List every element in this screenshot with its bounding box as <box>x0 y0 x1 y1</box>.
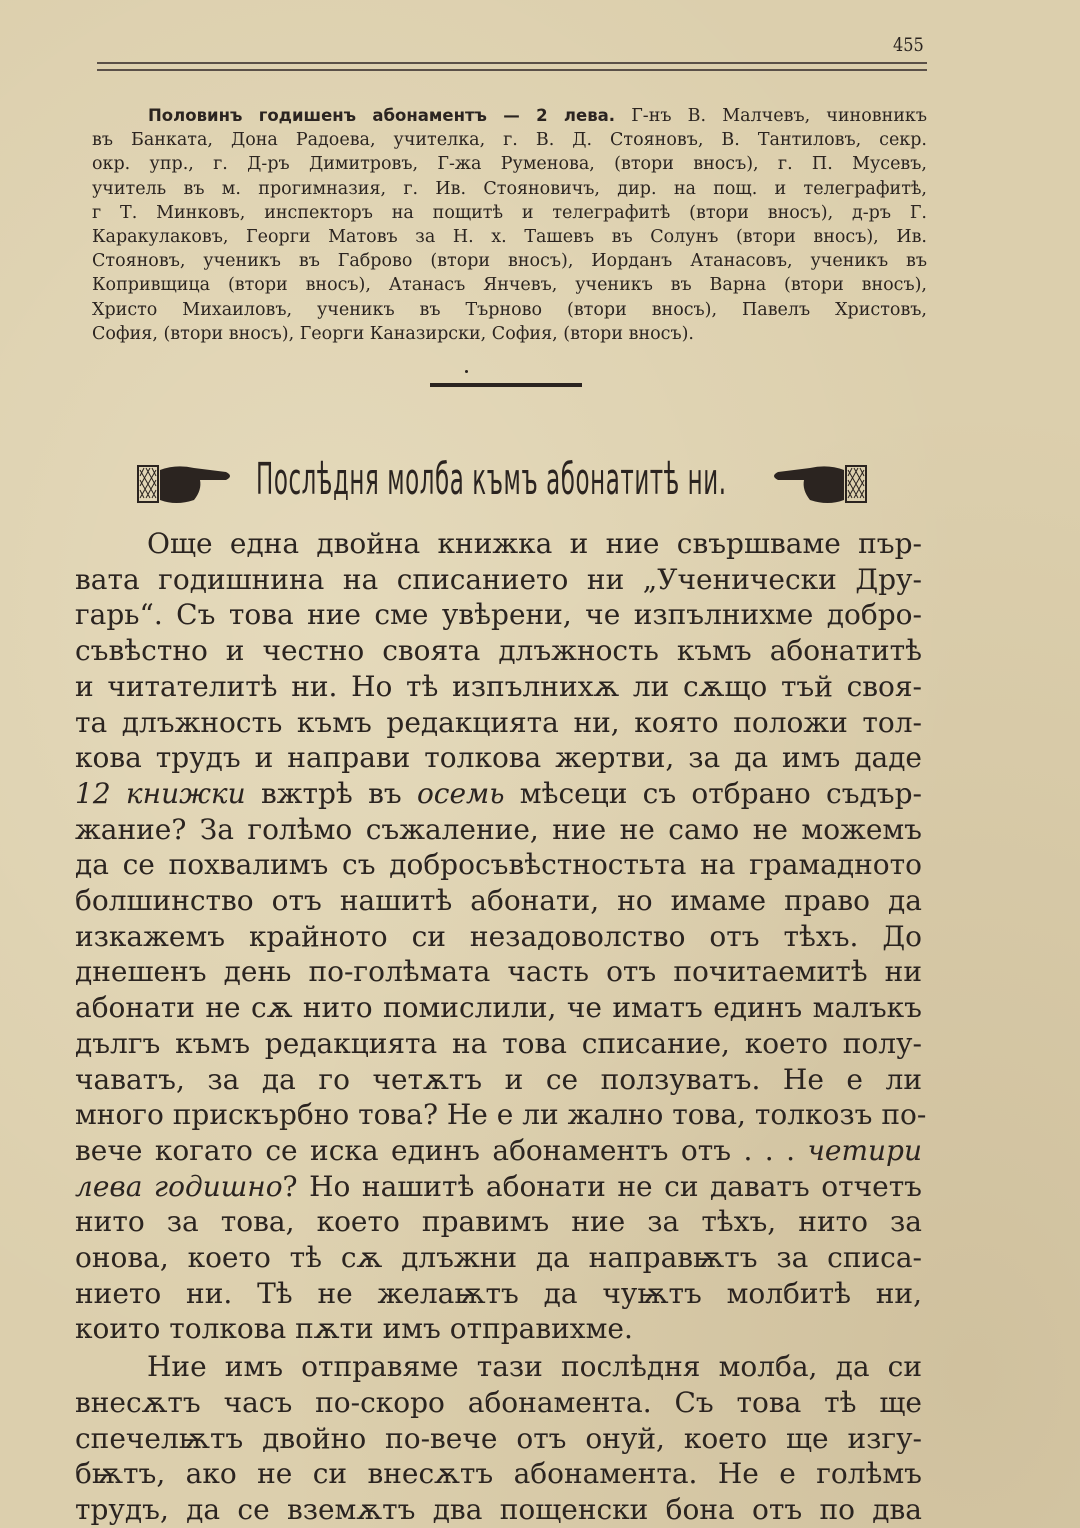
text-segment: нието ни. Тѣ не желаѭтъ да чуѭтъ молбитѣ ни, <box>75 1276 922 1310</box>
body-text-line <box>75 776 922 812</box>
section-separator <box>430 383 582 387</box>
pointing-hand-left-icon <box>768 460 868 508</box>
article-body <box>75 526 927 1528</box>
body-text-line <box>75 669 922 705</box>
body-text-line <box>75 1097 927 1133</box>
italic-text: лева годишно <box>75 1169 283 1203</box>
body-text-line <box>75 1240 922 1276</box>
pointing-hand-right-icon <box>136 460 236 508</box>
text-segment: онова, което тѣ сѫ длъжни да направѭтъ за списа- <box>75 1241 922 1275</box>
text-segment: трудъ, да се вземѫтъ два пощенски бона отъ по два <box>75 1492 922 1526</box>
subscriber-list-line: г Т. Минковъ, инспекторъ на пощитѣ и телеграфитѣ (втори вносъ), д-ръ Г. <box>92 202 927 223</box>
body-text-line <box>75 1456 922 1492</box>
text-segment: Още една двойна книжка и ние свършваме пър- <box>147 527 922 560</box>
text-segment: съвѣстно и честно своята длъжность къмъ абонатитѣ <box>75 634 922 668</box>
body-text-line <box>75 705 922 741</box>
text-segment: вече когато се иска единъ абонаментъ отъ . . . <box>75 1133 808 1167</box>
text-segment: кова трудъ и направи толкова жертви, за да имъ даде <box>75 741 922 775</box>
subscriber-list-line: София, (втори вносъ), Георги Каназирски, София, (втори вносъ). <box>92 323 694 344</box>
body-text-line <box>75 1276 922 1312</box>
body-text-line <box>75 1169 922 1205</box>
body-text-line <box>75 1204 922 1240</box>
body-text-line <box>75 1349 922 1385</box>
text-segment: вжтрѣ въ <box>245 776 417 810</box>
subscriber-list-line: Каракулаковъ, Георги Матовъ за Н. х. Ташевъ въ Солунъ (втори вносъ), Ив. <box>92 227 927 248</box>
text-segment: изкажемъ крайното си незадоволство отъ тѣхъ. До <box>75 919 922 953</box>
italic-text: осемь <box>416 776 505 810</box>
subscriber-list-line: Копривщица (втори вносъ), Атанасъ Янчевъ, ученикъ въ Варна (втори вносъ), <box>92 275 927 296</box>
body-text-line <box>75 847 922 883</box>
text-segment: спечелѭтъ двойно по-вече отъ онуй, което ще изгу- <box>75 1421 922 1455</box>
text-segment: та длъжность къмъ редакцията ни, която положи тол- <box>75 705 922 739</box>
body-text-line <box>75 526 922 562</box>
body-text-line <box>75 1421 922 1457</box>
subscriber-list-line <box>92 104 927 128</box>
text-segment: внесѫтъ часъ по-скоро абонамента. Съ това тѣ ще <box>75 1385 922 1419</box>
header-rule-bottom <box>97 69 927 71</box>
body-text-line <box>75 597 922 633</box>
text-segment: гарь“. Съ това ние сме увѣрени, че изпълнихме добро- <box>75 598 922 632</box>
body-text-line <box>75 919 922 955</box>
subscription-heading: Половинъ годишенъ абонаментъ — 2 лева. <box>148 106 616 125</box>
italic-text: 12 книжки <box>75 776 246 810</box>
header-rule-top <box>97 62 927 64</box>
body-text-line <box>75 740 922 776</box>
body-text-line <box>75 812 922 848</box>
body-text-line <box>75 562 922 598</box>
subscriber-list-line: Стояновъ, ученикъ въ Габрово (втори вносъ), Иорданъ Атанасовъ, ученикъ въ <box>92 251 927 272</box>
text-segment: които толкова пѫти имъ отправихме. <box>75 1312 633 1346</box>
text-segment: вата годишнина на списанието ни „Ученически Дру- <box>75 562 922 596</box>
text-segment: мѣсеци съ отбрано съдър- <box>504 776 922 810</box>
text-segment: Ние имъ отправяме тази послѣдня молба, да си <box>147 1350 922 1384</box>
subscriber-text: Г-нъ В. Малчевъ, чиновникъ <box>615 106 927 126</box>
subscriber-list <box>92 104 927 346</box>
body-text-line <box>75 633 922 669</box>
page-number: 455 <box>893 34 924 56</box>
subscriber-list-line: въ Банката, Дона Радоева, учителка, г. В. Д. Стояновъ, В. Тантиловъ, секр. <box>92 130 927 151</box>
text-segment: жание? За голѣмо съжаление, ние не само не можемъ <box>75 812 922 846</box>
body-text-line <box>75 1026 922 1062</box>
subscriber-list-line: Христо Михаиловъ, ученикъ въ Търново (втори вносъ), Павелъ Христовъ, <box>92 299 927 320</box>
separator-dot <box>465 370 468 373</box>
text-segment: нито за това, което правимъ ние за тѣхъ, нито за <box>75 1205 922 1239</box>
text-segment: болшинство отъ нашитѣ абонати, но имаме право да <box>75 884 922 918</box>
article-title: Послѣдня молба къмъ абонатитѣ ни. <box>256 454 727 505</box>
body-text-line <box>75 1062 922 1098</box>
italic-text: четири <box>807 1133 922 1167</box>
text-segment: абонати не сѫ нито помислили, че иматъ единъ малъкъ <box>75 991 922 1025</box>
body-text-line <box>75 883 922 919</box>
text-segment: бѭтъ, ако не си внесѫтъ абонамента. Не е голѣмъ <box>75 1457 922 1491</box>
text-segment: дългъ къмъ редакцията на това списание, което полу- <box>75 1026 922 1060</box>
subscriber-list-line: окр. упр., г. Д-ръ Димитровъ, Г-жа Руменова, (втори вносъ), г. П. Мусевъ, <box>92 154 927 175</box>
subscriber-list-line: учитель въ м. прогимназия, г. Ив. Стояновичъ, дир. на пощ. и телеграфитѣ, <box>92 178 927 199</box>
body-text-line <box>75 954 922 990</box>
body-text-line <box>75 990 922 1026</box>
text-segment: да се похвалимъ съ добросъвѣстностьта на грамадното <box>75 848 922 882</box>
text-segment: много прискърбно това? Не е ли жално това, толкозъ по- <box>75 1098 927 1132</box>
body-text-line <box>75 1492 922 1528</box>
text-segment: и читателитѣ ни. Но тѣ изпълнихѫ ли сѫщо тъй своя- <box>75 669 922 703</box>
body-text-line <box>75 1311 922 1347</box>
article-heading <box>0 452 1080 512</box>
text-segment: ? Но нашитѣ абонати не си даватъ отчетъ <box>282 1169 922 1203</box>
body-text-line <box>75 1133 922 1169</box>
text-segment: чаватъ, за да го четѫтъ и се ползуватъ. Не е ли <box>75 1062 922 1096</box>
body-text-line <box>75 1385 922 1421</box>
text-segment: днешенъ день по-голѣмата часть отъ почитаемитѣ ни <box>75 955 922 989</box>
